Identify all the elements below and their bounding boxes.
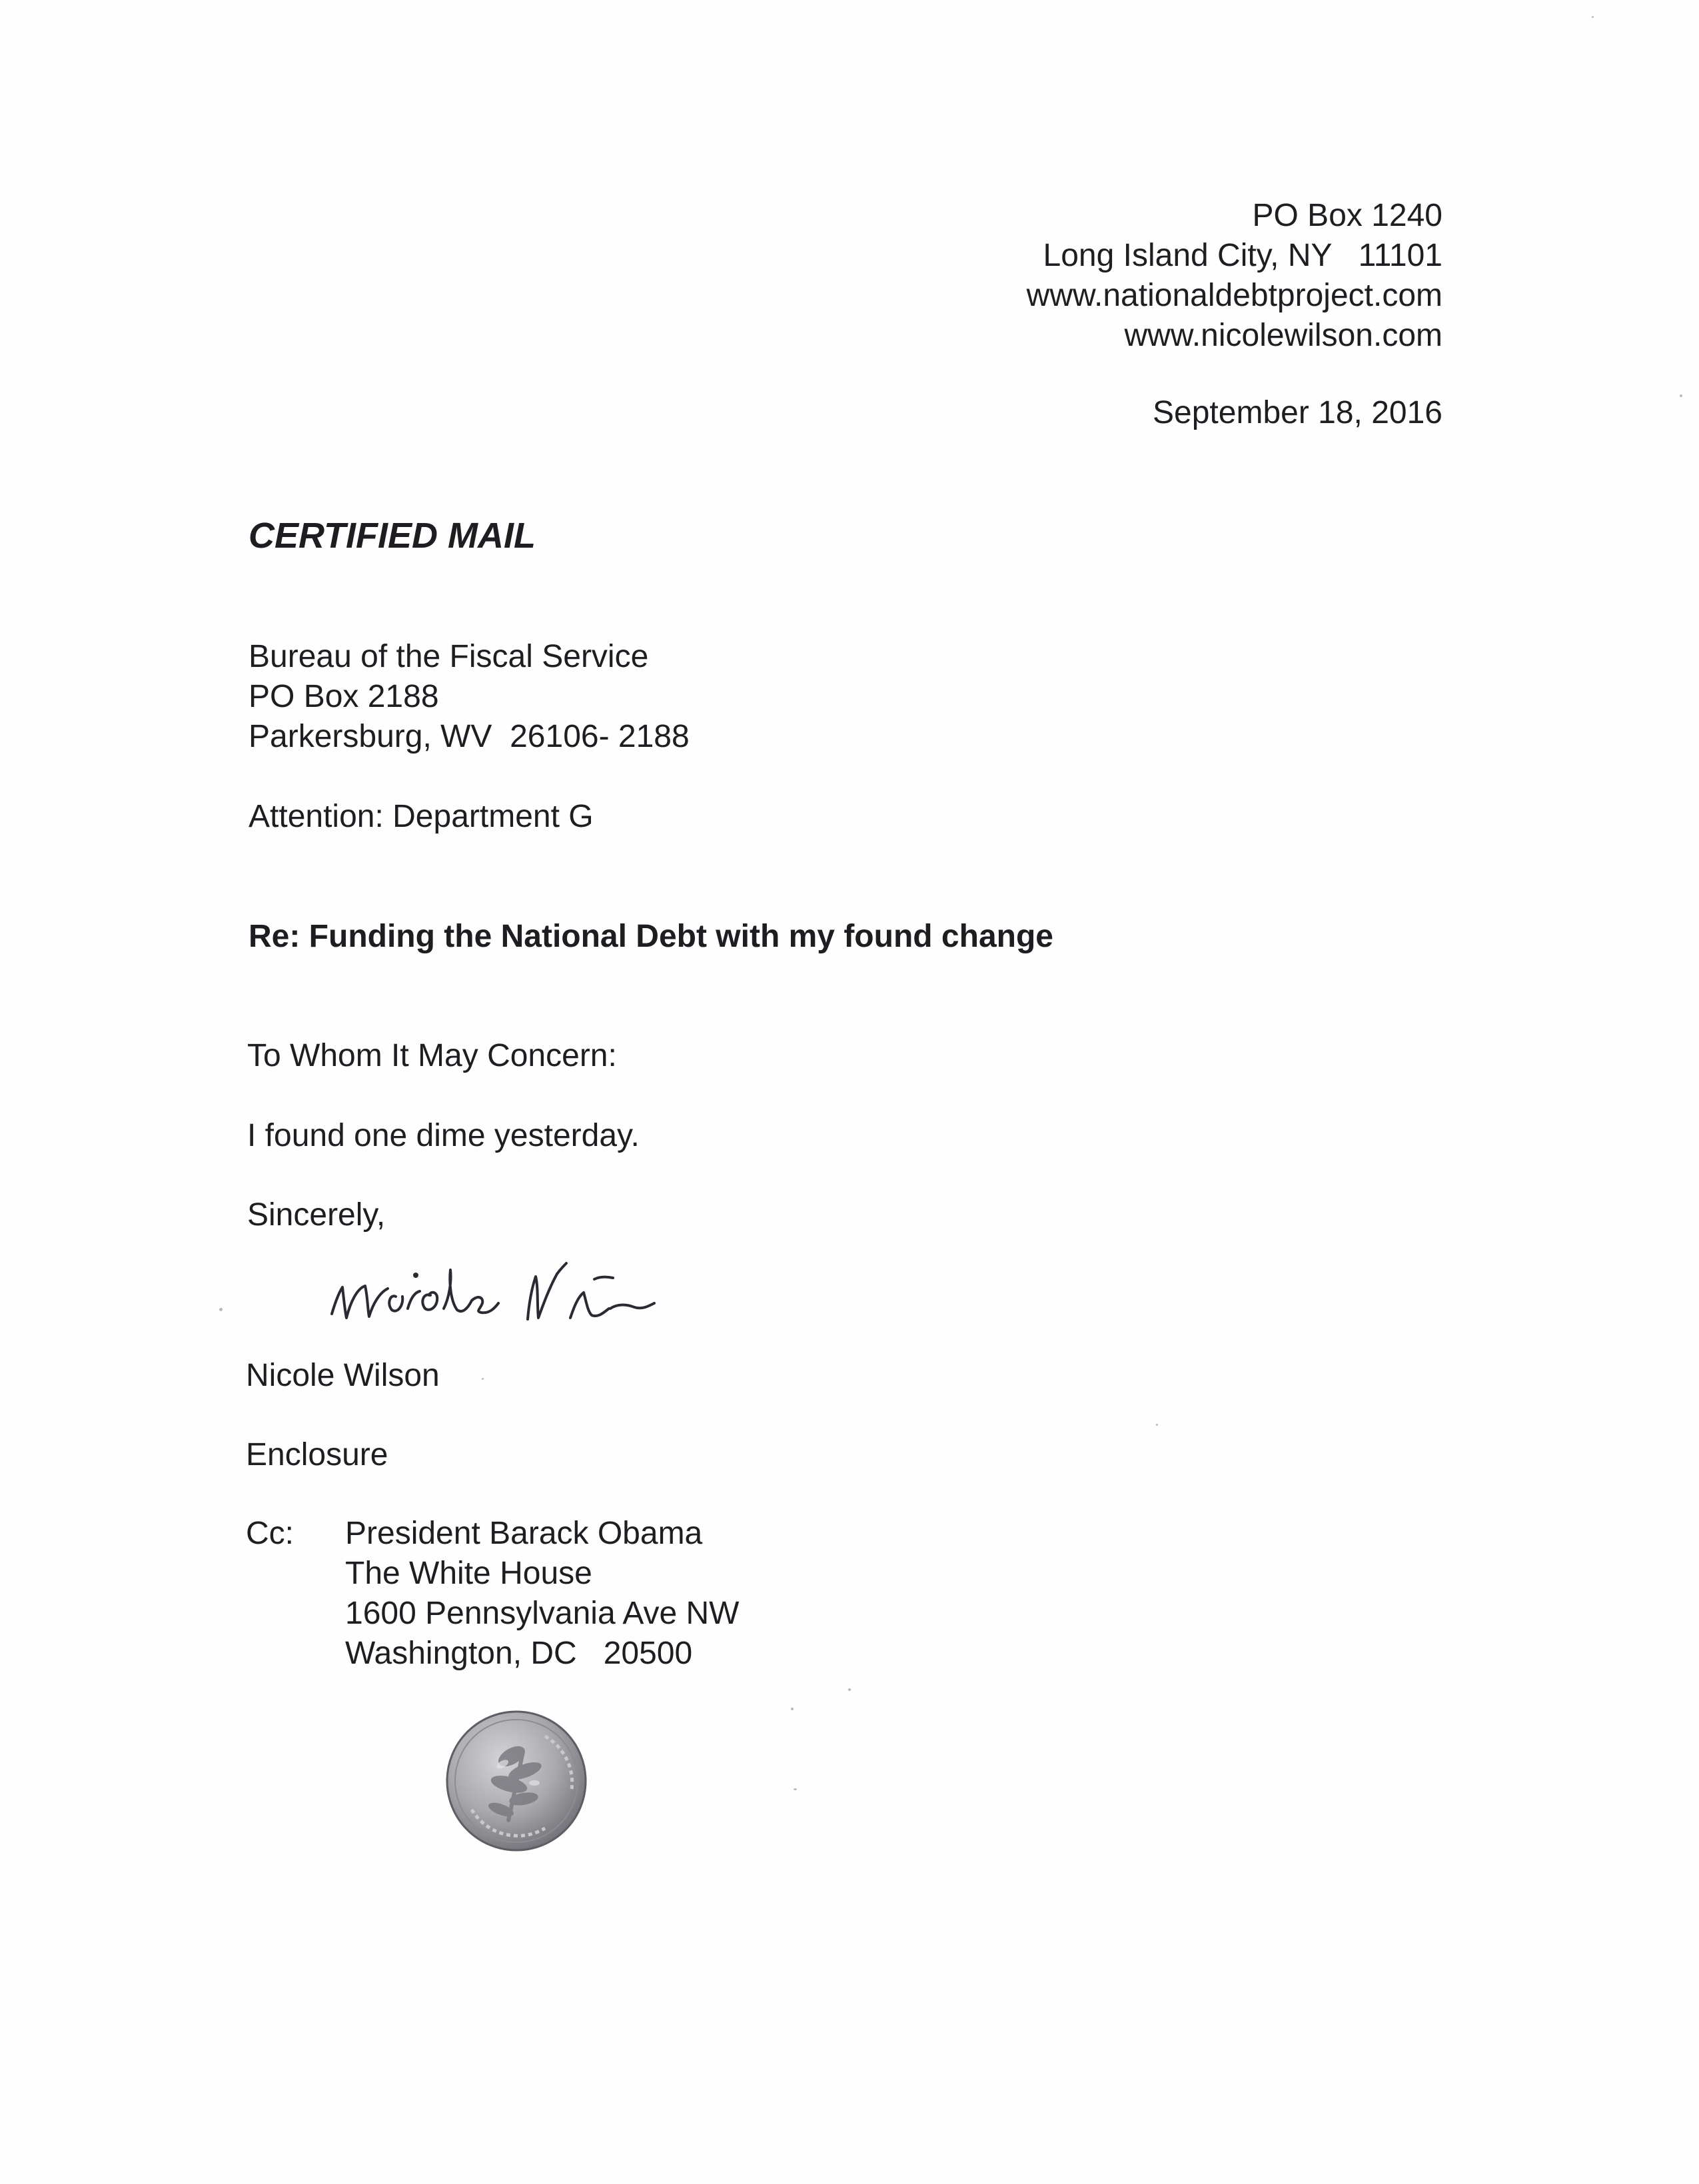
enclosure-notation: Enclosure (246, 1437, 388, 1472)
cc-address (345, 1514, 739, 1674)
recipient-address (249, 637, 690, 757)
sender-website-1: www.nationaldebtproject.com (1026, 278, 1442, 313)
scan-speck (1156, 1424, 1158, 1426)
scan-speck (794, 1788, 797, 1790)
recipient-po-box: PO Box 2188 (249, 679, 439, 714)
subject-line: Re: Funding the National Debt with my found change (249, 919, 1053, 954)
delivery-method: CERTIFIED MAIL (249, 516, 536, 556)
sender-po-box: PO Box 1240 (1252, 198, 1442, 233)
letter-date: September 18, 2016 (1153, 395, 1442, 430)
closing: Sincerely, (247, 1197, 386, 1233)
sender-website-2: www.nicolewilson.com (1124, 318, 1442, 353)
sender-city-line: Long Island City, NY 11101 (1043, 238, 1442, 273)
dime-coin-image (445, 1710, 588, 1852)
sender-address (710, 196, 1442, 356)
scan-speck (482, 1378, 484, 1380)
cc-label: Cc: (246, 1516, 294, 1551)
recipient-city-line: Parkersburg, WV 26106- 2188 (249, 719, 690, 754)
scan-speck (848, 1688, 851, 1691)
cc-line: The White House (345, 1556, 592, 1591)
cc-line: 1600 Pennsylvania Ave NW (345, 1596, 740, 1631)
scan-speck (1592, 16, 1594, 18)
scan-speck (219, 1308, 223, 1311)
signer-name: Nicole Wilson (246, 1358, 440, 1393)
recipient-name: Bureau of the Fiscal Service (249, 639, 649, 674)
scan-speck (791, 1708, 794, 1710)
cc-line: Washington, DC 20500 (345, 1636, 693, 1671)
letter-body: I found one dime yesterday. (247, 1118, 640, 1153)
scan-speck (1680, 394, 1682, 397)
attention-line: Attention: Department G (249, 799, 594, 834)
handwritten-signature (326, 1239, 726, 1339)
salutation: To Whom It May Concern: (247, 1038, 617, 1073)
cc-line: President Barack Obama (345, 1516, 703, 1551)
